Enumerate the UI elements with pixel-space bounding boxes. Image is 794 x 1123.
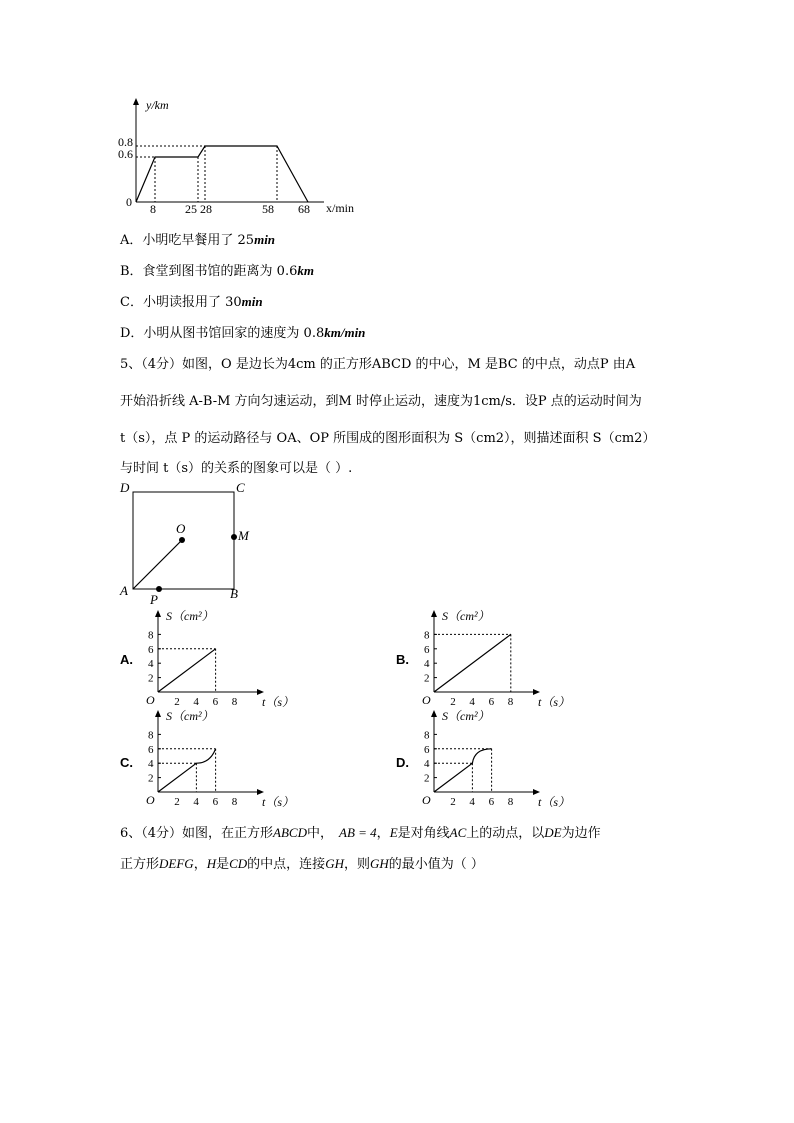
- x-axis-label: x/min: [326, 201, 355, 215]
- q6-var-abcd: ABCD: [273, 825, 307, 840]
- ytick-4: 4: [148, 758, 154, 771]
- y-axis-arrow-icon: [431, 610, 437, 617]
- square-abcd-figure: [114, 478, 264, 606]
- q6-text-1f: 为边作: [561, 826, 601, 841]
- label-p: P: [150, 592, 158, 606]
- y-axis-arrow-icon: [133, 98, 139, 105]
- xtick-2: 2: [174, 696, 180, 708]
- s-t-series-line: [434, 634, 511, 692]
- origin-label: 0: [126, 195, 132, 209]
- distance-series-line: [136, 146, 308, 202]
- q6-var-ac: AC: [449, 825, 467, 840]
- ytick-8: 8: [148, 729, 154, 742]
- q4-option-b[interactable]: [120, 260, 314, 279]
- xtick-4: 4: [193, 696, 199, 708]
- q6-var-de: DE: [544, 825, 562, 840]
- y-axis-arrow-icon: [155, 610, 161, 617]
- xtick-6: 6: [212, 696, 219, 708]
- q6-text-2d: 的中点，连接: [247, 857, 326, 872]
- label-m: M: [238, 528, 249, 543]
- label-d: D: [120, 480, 130, 495]
- ytick-8: 8: [424, 729, 430, 742]
- ytick-4: 4: [424, 758, 430, 771]
- q4-option-d-text: D．小明从图书馆回家的速度为 0.8: [120, 326, 325, 341]
- q4-option-c-unit: min: [241, 294, 263, 309]
- s-t-series-line: [158, 649, 216, 692]
- origin-label: O: [422, 793, 431, 807]
- q6-text-2b: ，: [193, 857, 207, 872]
- label-o: O: [176, 521, 186, 536]
- q6-var-ab: AB = 4: [339, 825, 377, 840]
- s-t-graph-a: [136, 608, 296, 718]
- x-axis-label: t（s）: [538, 695, 571, 709]
- xtick-8: 8: [231, 796, 238, 808]
- q4-option-d[interactable]: [120, 322, 365, 341]
- ytick-6: 6: [424, 743, 430, 756]
- ytick-2: 2: [148, 772, 154, 785]
- q5-option-d-label[interactable]: D.: [396, 755, 409, 770]
- xtick-8: 8: [231, 696, 238, 708]
- y-axis-arrow-icon: [155, 710, 161, 717]
- q5-line-1: 5、（4分）如图，O 是边长为4cm 的正方形ABCD 的中心，M 是BC 的中点，动点P 由A: [120, 357, 636, 372]
- q6-var-e: E: [389, 825, 398, 840]
- ytick-2: 2: [424, 772, 430, 785]
- y-axis-label: S（cm²）: [442, 709, 490, 723]
- x-axis-label: t（s）: [262, 695, 295, 709]
- x-axis-label: t（s）: [262, 795, 295, 809]
- q6-line-2: [120, 853, 484, 872]
- s-t-series-line: [434, 749, 492, 792]
- s-t-graph-c: [136, 708, 296, 818]
- s-t-graph-d: [412, 708, 572, 818]
- q4-option-b-text: B．食堂到图书馆的距离为 0.6: [120, 264, 298, 279]
- y-axis-label: S（cm²）: [166, 709, 214, 723]
- xtick-2: 2: [450, 696, 456, 708]
- q6-var-defg: DEFG: [159, 856, 194, 871]
- xtick-58: 58: [262, 202, 274, 216]
- y-axis-label: S（cm²）: [442, 609, 490, 623]
- q5-option-c-label[interactable]: C.: [120, 755, 133, 770]
- q6-var-cd: CD: [229, 856, 248, 871]
- q4-option-d-unit: km/min: [324, 325, 366, 340]
- ytick-0.8: 0.8: [118, 135, 133, 149]
- q6-text-1e: 上的动点，以: [466, 826, 545, 841]
- distance-time-graph: [112, 96, 372, 221]
- q6-text-1d: 是对角线: [397, 826, 450, 841]
- q6-text-2f: 的最小值为（ ）: [388, 857, 484, 872]
- ytick-6: 6: [148, 743, 154, 756]
- ytick-6: 6: [148, 643, 154, 656]
- point-m: [231, 534, 237, 540]
- q5-line-3: t（s），点 P 的运动路径与 OA、OP 所围成的图形面积为 S（cm2），则描述面积 S（cm2）: [120, 431, 656, 446]
- q6-var-gh-2: GH: [369, 856, 389, 871]
- ytick-0.6: 0.6: [118, 147, 133, 161]
- q6-line-1: [120, 822, 601, 841]
- origin-label: O: [422, 693, 431, 707]
- xtick-4: 4: [469, 696, 475, 708]
- s-t-series-line: [158, 749, 216, 792]
- q6-text-2c: 是: [216, 857, 230, 872]
- label-b: B: [230, 586, 238, 601]
- y-axis-label: S（cm²）: [166, 609, 214, 623]
- xtick-8: 8: [507, 696, 514, 708]
- q6-text-2a: 正方形: [120, 857, 160, 872]
- segment-ao: [133, 540, 182, 589]
- q4-option-a-text: A．小明吃早餐用了 25: [120, 233, 255, 248]
- q5-line-4: 与时间 t（s）的关系的图象可以是（ ）.: [120, 461, 353, 476]
- xtick-28: 28: [200, 202, 212, 216]
- q5-option-a-label[interactable]: A.: [120, 652, 133, 667]
- xtick-8: 8: [150, 202, 156, 216]
- q4-option-c[interactable]: [120, 291, 263, 310]
- ytick-4: 4: [148, 658, 154, 671]
- xtick-6: 6: [488, 696, 495, 708]
- label-c: C: [236, 480, 245, 495]
- xtick-4: 4: [193, 796, 199, 808]
- ytick-8: 8: [424, 629, 430, 642]
- q4-option-b-unit: km: [297, 263, 314, 278]
- q6-var-h: H: [206, 856, 217, 871]
- q6-text-1b: 中，: [307, 826, 334, 841]
- xtick-68: 68: [298, 202, 310, 216]
- q4-option-c-text: C．小明读报用了 30: [120, 295, 242, 310]
- ytick-2: 2: [148, 672, 154, 685]
- q6-text-2e: ，则: [343, 857, 370, 872]
- ytick-6: 6: [424, 643, 430, 656]
- xtick-4: 4: [469, 796, 475, 808]
- origin-label: O: [146, 693, 155, 707]
- origin-label: O: [146, 793, 155, 807]
- point-o: [179, 537, 185, 543]
- ytick-4: 4: [424, 658, 430, 671]
- q5-line-2: 开始沿折线 A-B-M 方向匀速运动，到M 时停止运动，速度为1cm/s．设P 点的运动时间为: [120, 394, 642, 409]
- q4-option-a[interactable]: [120, 229, 275, 248]
- q6-var-gh-1: GH: [325, 856, 344, 871]
- xtick-8: 8: [507, 796, 514, 808]
- ytick-8: 8: [148, 629, 154, 642]
- y-axis-arrow-icon: [431, 710, 437, 717]
- q6-text-1c: ，: [376, 826, 390, 841]
- label-a: A: [120, 583, 128, 598]
- xtick-25: 25: [185, 202, 197, 216]
- y-axis-label: y/km: [146, 98, 169, 112]
- x-axis-label: t（s）: [538, 795, 571, 809]
- q5-option-b-label[interactable]: B.: [396, 652, 409, 667]
- xtick-6: 6: [212, 796, 219, 808]
- ytick-2: 2: [424, 672, 430, 685]
- xtick-2: 2: [450, 796, 456, 808]
- xtick-2: 2: [174, 796, 180, 808]
- q4-option-a-unit: min: [254, 232, 276, 247]
- q6-text-1a: 6、（4分）如图，在正方形: [120, 826, 274, 841]
- xtick-6: 6: [488, 796, 495, 808]
- s-t-graph-b: [412, 608, 572, 718]
